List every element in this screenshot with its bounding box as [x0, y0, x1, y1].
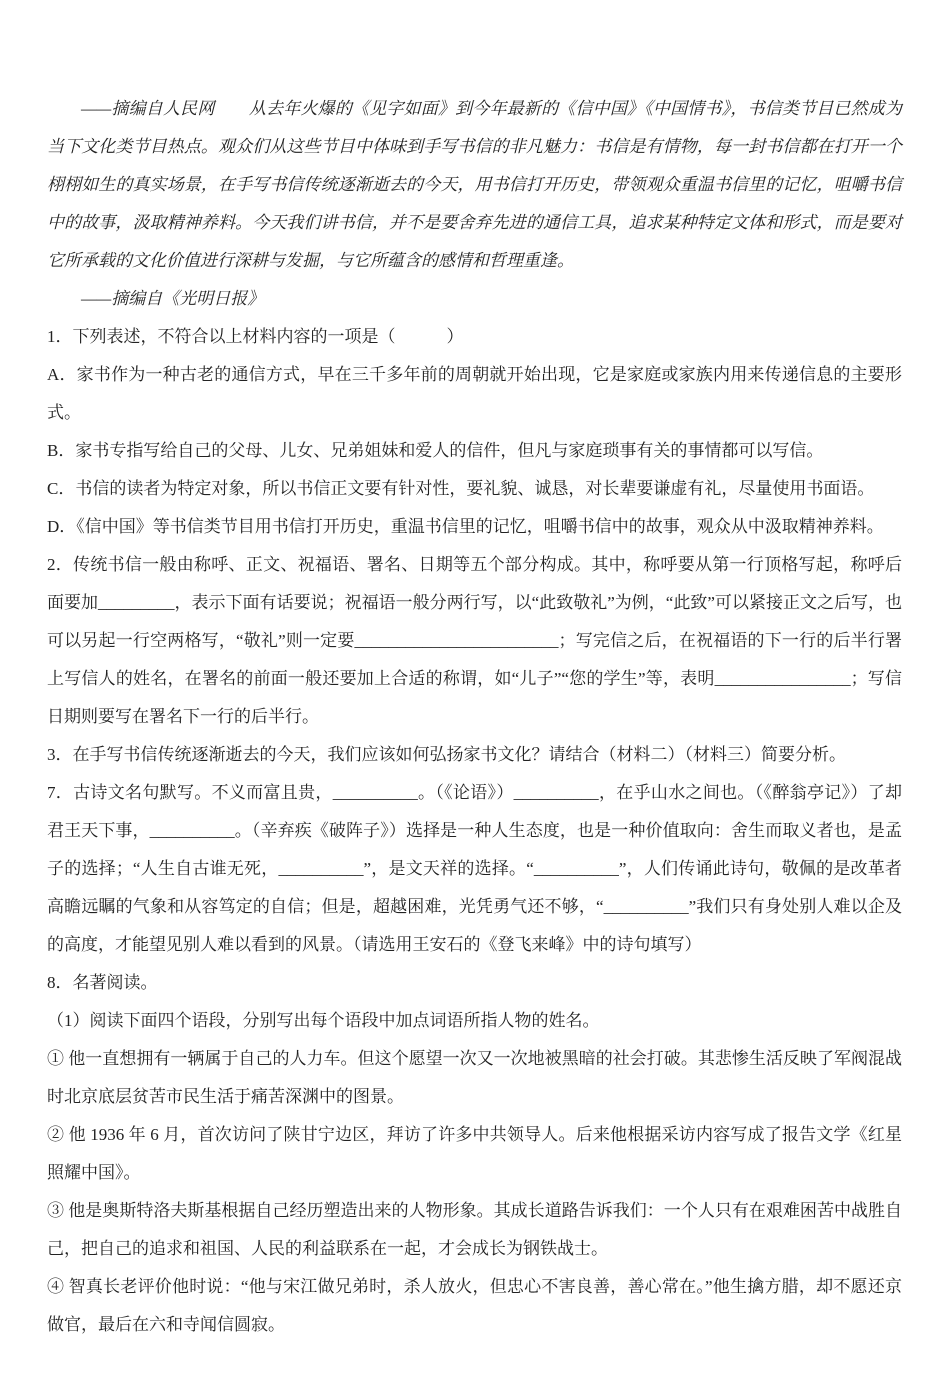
passage-4: ④ 智真长老评价他时说：“他与宋江做兄弟时，杀人放火，但忠心不害良善，善心常在。”他生擒方腊，却不愿还京做官，最后在六和寺闻信圆寂。 — [47, 1277, 902, 1334]
question-8-heading: 8．名著阅读。 — [47, 973, 158, 992]
question-7: 7．古诗文名句默写。不义而富且贵，__________。（《论语》）__________，在乎山水之间也。（《醉翁亭记》）了却君王天下事，__________。（辛弃疾《破阵子》）选择是一种人生态度，也是一种价值取向：舍生而取义者也，是孟子的选择；“人生自古谁无死，__________”，是文天祥的选择。“__________”，人们传诵此诗句，敬佩的是改革者高瞻远瞩的气象和从容笃定的自信；但是，超越困难，光凭勇气还不够，“__________”我们只有身处别人难以企及的高度，才能望见别人难以看到的风景。（请选用王安石的《登飞来峰》中的诗句填写） — [47, 783, 902, 954]
material-source: ——摘编自《光明日报》 — [81, 289, 265, 308]
question-1: 1．下列表述，不符合以上材料内容的一项是（ ） — [47, 327, 464, 346]
passage-1: ① 他一直想拥有一辆属于自己的人力车。但这个愿望一次又一次地被黑暗的社会打破。其悲惨生活反映了军阀混战时北京底层贫苦市民生活于痛苦深渊中的图景。 — [47, 1049, 902, 1106]
question-1-option-d: D．《信中国》等书信类节目用书信打开历史，重温书信里的记忆，咀嚼书信中的故事，观众从中汲取精神养料。 — [47, 517, 884, 536]
passage-2: ② 他 1936 年 6 月，首次访问了陕甘宁边区，拜访了许多中共领导人。后来他根据采访内容写成了报告文学《红星照耀中国》。 — [47, 1125, 902, 1182]
question-1-option-b: B．家书专指写给自己的父母、儿女、兄弟姐妹和爱人的信件，但凡与家庭琐事有关的事情都可以写信。 — [47, 441, 824, 460]
question-1-option-a: A．家书作为一种古老的通信方式，早在三千多年前的周朝就开始出现，它是家庭或家族内用来传递信息的主要形式。 — [47, 365, 902, 422]
passage-3: ③ 他是奥斯特洛夫斯基根据自己经历塑造出来的人物形象。其成长道路告诉我们：一个人只有在艰难困苦中战胜自己，把自己的追求和祖国、人民的利益联系在一起，才会成长为钢铁战士。 — [47, 1201, 902, 1258]
question-8-part-1: （1）阅读下面四个语段，分别写出每个语段中加点词语所指人物的姓名。 — [47, 1011, 600, 1030]
question-3: 3．在手写书信传统逐渐逝去的今天，我们应该如何弘扬家书文化？请结合（材料二）（材料三）简要分析。 — [47, 745, 846, 764]
question-2: 2．传统书信一般由称呼、正文、祝福语、署名、日期等五个部分构成。其中，称呼要从第一行顶格写起，称呼后面要加_________，表示下面有话要说；祝福语一般分两行写，以“此致敬礼”为例，“此致”可以紧接正文之后写，也可以另起一行空两格写，“敬礼”则一定要________________________；写完信之后，在祝福语的下一行的后半行署上写信人的姓名，在署名的前面一般还要加上合适的称谓，如“儿子”“您的学生”等，表明________________；写信日期则要写在署名下一行的后半行。 — [47, 555, 902, 726]
question-1-option-c: C．书信的读者为特定对象，所以书信正文要有针对性，要礼貌、诚恳，对长辈要谦虚有礼，尽量使用书面语。 — [47, 479, 875, 498]
material-text: ——摘编自人民网 从去年火爆的《见字如面》到今年最新的《信中国》《中国情书》，书信类节目已然成为当下文化类节目热点。观众们从这些节目中体味到手写书信的非凡魅力：书信是有情物，每一封书信都在打开一个栩栩如生的真实场景，在手写书信传统逐渐逝去的今天，用书信打开历史，带领观众重温书信里的记忆，咀嚼书信中的故事，汲取精神养料。今天我们讲书信，并不是要舍弃先进的通信工具，追求某种特定文体和形式，而是要对它所承载的文化价值进行深耕与发掘，与它所蕴含的感情和哲理重逢。 — [47, 99, 902, 270]
